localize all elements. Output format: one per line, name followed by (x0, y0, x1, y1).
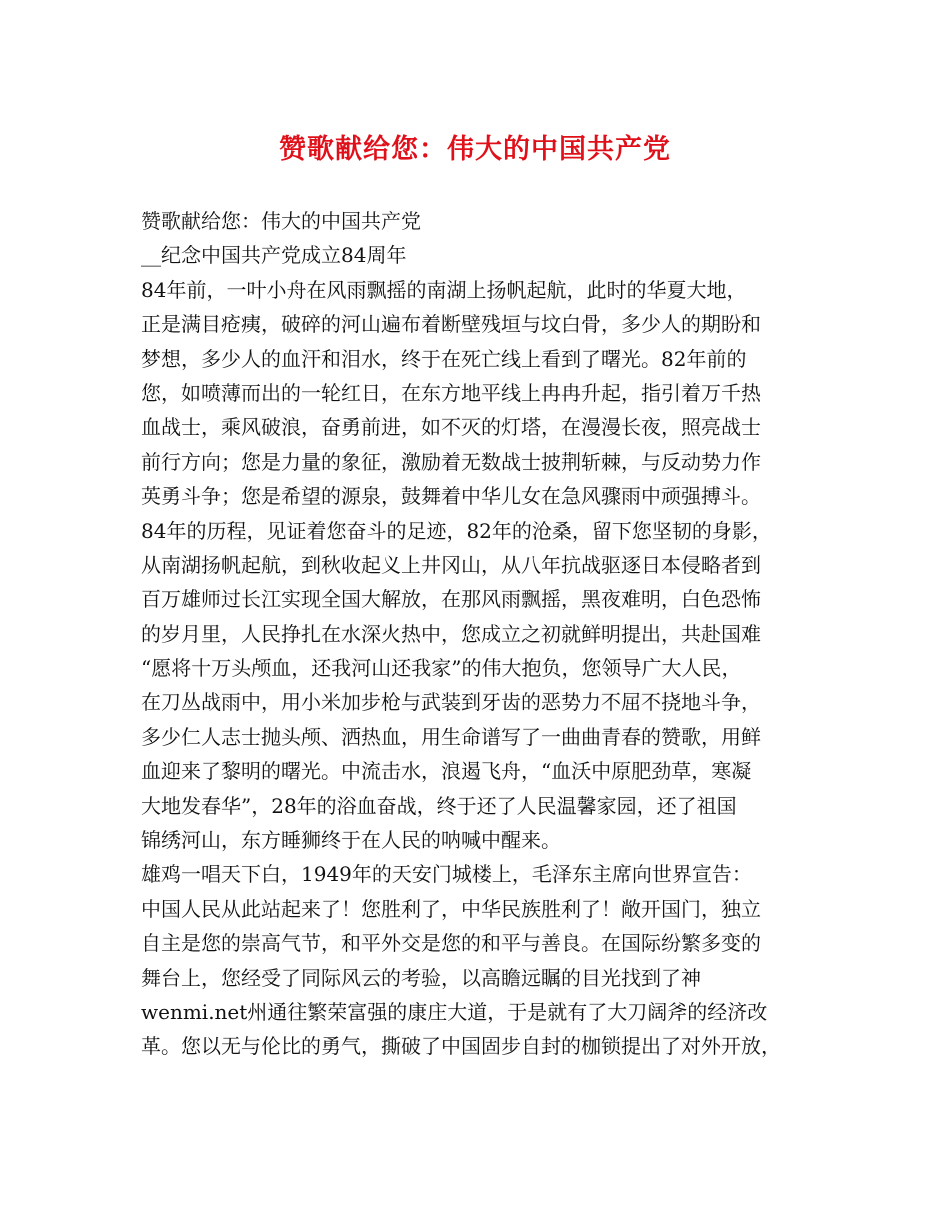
body-line: 自主是您的崇高气节，和平外交是您的和平与善良。在国际纷繁多变的 (141, 931, 761, 956)
body-line: 百万雄师过长江实现全国大解放，在那风雨飘摇，黑夜难明，白色恐怖 (141, 587, 761, 612)
body-line: 雄鸡一唱天下白，1949年的天安门城楼上，毛泽东主席向世界宣告： (141, 862, 752, 887)
body-line: 前行方向；您是力量的象征，激励着无数战士披荆斩棘，与反动势力作 (141, 449, 761, 474)
body-line: 梦想，多少人的血汗和泪水，终于在死亡线上看到了曙光。82年前的 (141, 346, 747, 371)
body-line: 英勇斗争；您是希望的源泉，鼓舞着中华儿女在急风骤雨中顽强搏斗。 (141, 484, 761, 509)
body-line: 从南湖扬帆起航，到秋收起义上井冈山，从八年抗战驱逐日本侵略者到 (141, 552, 761, 577)
body-line: 正是满目疮痍，破碎的河山遍布着断壁残垣与坟白骨，多少人的期盼和 (141, 312, 761, 337)
body-line: 您，如喷薄而出的一轮红日，在东方地平线上冉冉升起，指引着万千热 (141, 380, 761, 405)
body-line: 赞歌献给您：伟大的中国共产党 (141, 209, 421, 233)
body-line: __纪念中国共产党成立84周年 (141, 243, 407, 268)
body-line: 多少仁人志士抛头颅、洒热血，用生命谱写了一曲曲青春的赞歌，用鲜 (141, 724, 761, 749)
body-line: 血迎来了黎明的曙光。中流击水，浪遏飞舟，“血沃中原肥劲草，寒凝 (141, 759, 752, 784)
body-line: 血战士，乘风破浪，奋勇前进，如不灭的灯塔，在漫漫长夜，照亮战士 (141, 415, 761, 440)
body-line: 在刀丛战雨中，用小米加步枪与武装到牙齿的恶势力不屈不挠地斗争， (141, 690, 761, 715)
body-line: “愿将十万头颅血，还我河山还我家”的伟大抱负，您领导广大人民， (141, 656, 742, 681)
body-line: 舞台上，您经受了同际风云的考验，以高瞻远瞩的目光找到了神 (141, 965, 701, 990)
body-line: 大地发春华”，28年的浴血奋战，终于还了人民温馨家园，还了祖国 (141, 793, 737, 818)
body-line: 的岁月里，人民挣扎在水深火热中，您成立之初就鲜明提出，共赴国难 (141, 621, 761, 646)
body-line: 中国人民从此站起来了！您胜利了，中华民族胜利了！敞开国门，独立 (141, 896, 761, 921)
body-line: 革。您以无与伦比的勇气，撕破了中国固步自封的枷锁提出了对外开放， (141, 1034, 781, 1059)
body-line: 84年的历程，见证着您奋斗的足迹，82年的沧桑，留下您坚韧的身影， (141, 518, 772, 543)
document-body (141, 204, 831, 1064)
body-line: wenmi.net州通往繁荣富强的康庄大道，于是就有了大刀阔斧的经济改 (141, 999, 768, 1024)
body-line: 锦绣河山，东方睡狮终于在人民的呐喊中醒来。 (141, 828, 561, 853)
document-title: 赞歌献给您：伟大的中国共产党 (279, 134, 671, 165)
body-line: 84年前，一叶小舟在风雨飘摇的南湖上扬帆起航，此时的华夏大地， (141, 277, 747, 302)
